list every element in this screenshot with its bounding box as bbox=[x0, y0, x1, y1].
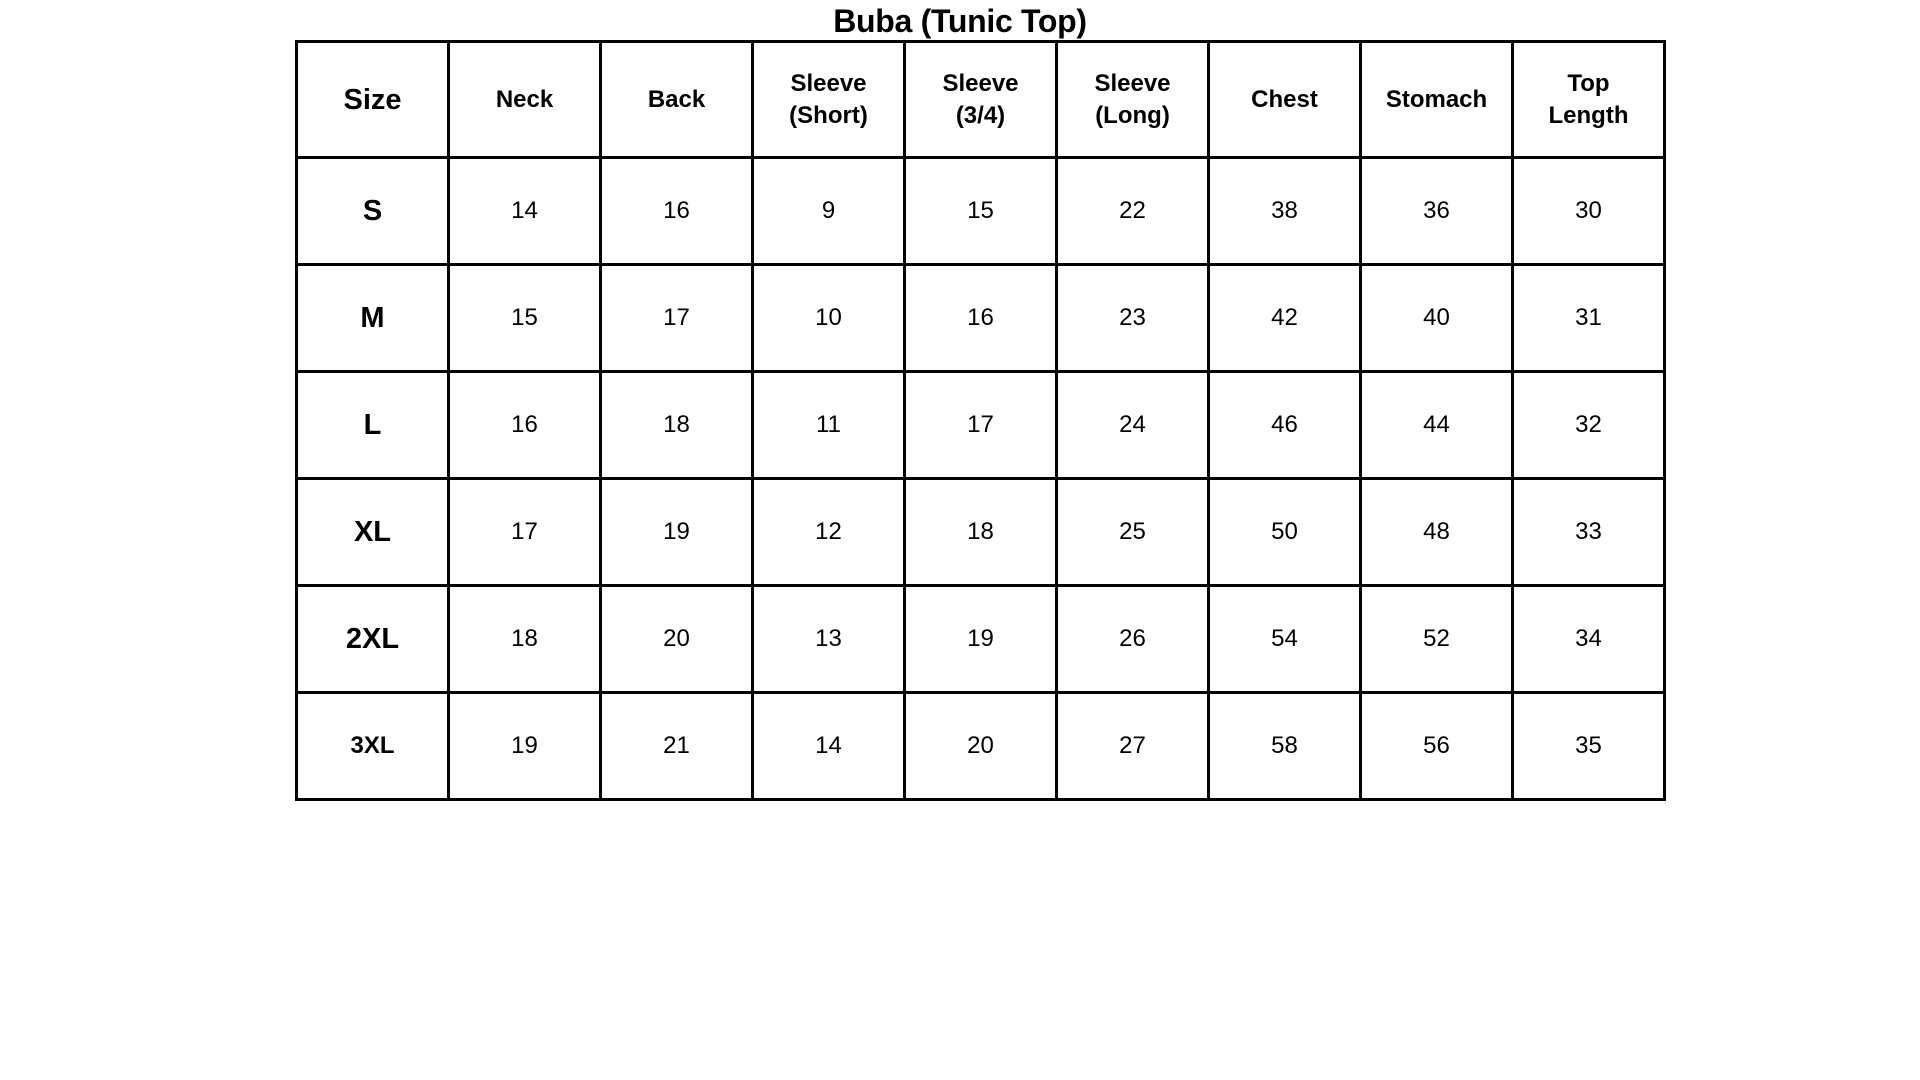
table-cell: 18 bbox=[449, 586, 601, 693]
size-cell: L bbox=[297, 372, 449, 479]
header-label: Top bbox=[1567, 69, 1610, 97]
table-cell: 44 bbox=[1361, 372, 1513, 479]
table-cell: 16 bbox=[905, 265, 1057, 372]
table-row bbox=[297, 372, 1665, 479]
table-cell: 56 bbox=[1361, 693, 1513, 800]
table-cell: 20 bbox=[601, 586, 753, 693]
table-cell: 32 bbox=[1513, 372, 1665, 479]
header-label-line2: (3/4) bbox=[955, 101, 1006, 129]
table-cell: 14 bbox=[449, 158, 601, 265]
table-cell: 58 bbox=[1209, 693, 1361, 800]
table-row bbox=[297, 693, 1665, 800]
size-cell: S bbox=[297, 158, 449, 265]
table-cell: 46 bbox=[1209, 372, 1361, 479]
table-cell: 19 bbox=[905, 586, 1057, 693]
table-row bbox=[297, 479, 1665, 586]
size-chart-table bbox=[295, 40, 1666, 801]
size-cell: XL bbox=[297, 479, 449, 586]
table-cell: 36 bbox=[1361, 158, 1513, 265]
size-cell: 3XL bbox=[297, 693, 449, 800]
table-cell: 26 bbox=[1057, 586, 1209, 693]
table-cell: 38 bbox=[1209, 158, 1361, 265]
size-cell: 2XL bbox=[297, 586, 449, 693]
table-cell: 20 bbox=[905, 693, 1057, 800]
header-label: Sleeve bbox=[1094, 69, 1171, 97]
header-label-line2: (Long) bbox=[1095, 101, 1170, 129]
table-cell: 18 bbox=[601, 372, 753, 479]
table-cell: 14 bbox=[753, 693, 905, 800]
table-cell: 48 bbox=[1361, 479, 1513, 586]
header-label: Stomach bbox=[1385, 85, 1488, 113]
header-label: Sleeve bbox=[942, 69, 1019, 97]
table-header bbox=[297, 42, 1665, 158]
column-header-sleeve-long bbox=[1057, 42, 1209, 158]
table-cell: 30 bbox=[1513, 158, 1665, 265]
table-cell: 52 bbox=[1361, 586, 1513, 693]
header-label: Back bbox=[647, 85, 706, 113]
header-label: Neck bbox=[495, 85, 554, 113]
header-label-line2: (Short) bbox=[789, 101, 868, 129]
table-cell: 19 bbox=[449, 693, 601, 800]
table-cell: 21 bbox=[601, 693, 753, 800]
table-cell: 13 bbox=[753, 586, 905, 693]
table-cell: 17 bbox=[601, 265, 753, 372]
header-row bbox=[297, 42, 1665, 158]
page-title: Buba (Tunic Top) bbox=[833, 3, 1087, 39]
column-header-top-length bbox=[1513, 42, 1665, 158]
table-cell: 42 bbox=[1209, 265, 1361, 372]
column-header-sleeve-short bbox=[753, 42, 905, 158]
column-header-size bbox=[297, 42, 449, 158]
table-cell: 11 bbox=[753, 372, 905, 479]
table-cell: 25 bbox=[1057, 479, 1209, 586]
table-row bbox=[297, 586, 1665, 693]
table-cell: 17 bbox=[905, 372, 1057, 479]
table-cell: 18 bbox=[905, 479, 1057, 586]
header-label: Chest bbox=[1251, 85, 1318, 113]
table-row bbox=[297, 265, 1665, 372]
column-header-stomach bbox=[1361, 42, 1513, 158]
header-label-line2: Length bbox=[1548, 101, 1629, 129]
table-cell: 16 bbox=[601, 158, 753, 265]
table-body bbox=[297, 158, 1665, 800]
column-header-neck bbox=[449, 42, 601, 158]
size-cell: M bbox=[297, 265, 449, 372]
table-cell: 9 bbox=[753, 158, 905, 265]
table-cell: 31 bbox=[1513, 265, 1665, 372]
table-cell: 34 bbox=[1513, 586, 1665, 693]
header-label: Sleeve bbox=[790, 69, 867, 97]
table-cell: 54 bbox=[1209, 586, 1361, 693]
column-header-back bbox=[601, 42, 753, 158]
table-cell: 22 bbox=[1057, 158, 1209, 265]
table-cell: 24 bbox=[1057, 372, 1209, 479]
table-row bbox=[297, 158, 1665, 265]
table-cell: 27 bbox=[1057, 693, 1209, 800]
table-cell: 10 bbox=[753, 265, 905, 372]
table-cell: 40 bbox=[1361, 265, 1513, 372]
table-cell: 15 bbox=[449, 265, 601, 372]
header-label: Size bbox=[343, 83, 402, 116]
table-cell: 19 bbox=[601, 479, 753, 586]
table-cell: 50 bbox=[1209, 479, 1361, 586]
table-cell: 15 bbox=[905, 158, 1057, 265]
table-cell: 23 bbox=[1057, 265, 1209, 372]
table-cell: 17 bbox=[449, 479, 601, 586]
column-header-chest bbox=[1209, 42, 1361, 158]
table-cell: 12 bbox=[753, 479, 905, 586]
table-cell: 33 bbox=[1513, 479, 1665, 586]
table-cell: 16 bbox=[449, 372, 601, 479]
table-cell: 35 bbox=[1513, 693, 1665, 800]
column-header-sleeve-three-quarter bbox=[905, 42, 1057, 158]
